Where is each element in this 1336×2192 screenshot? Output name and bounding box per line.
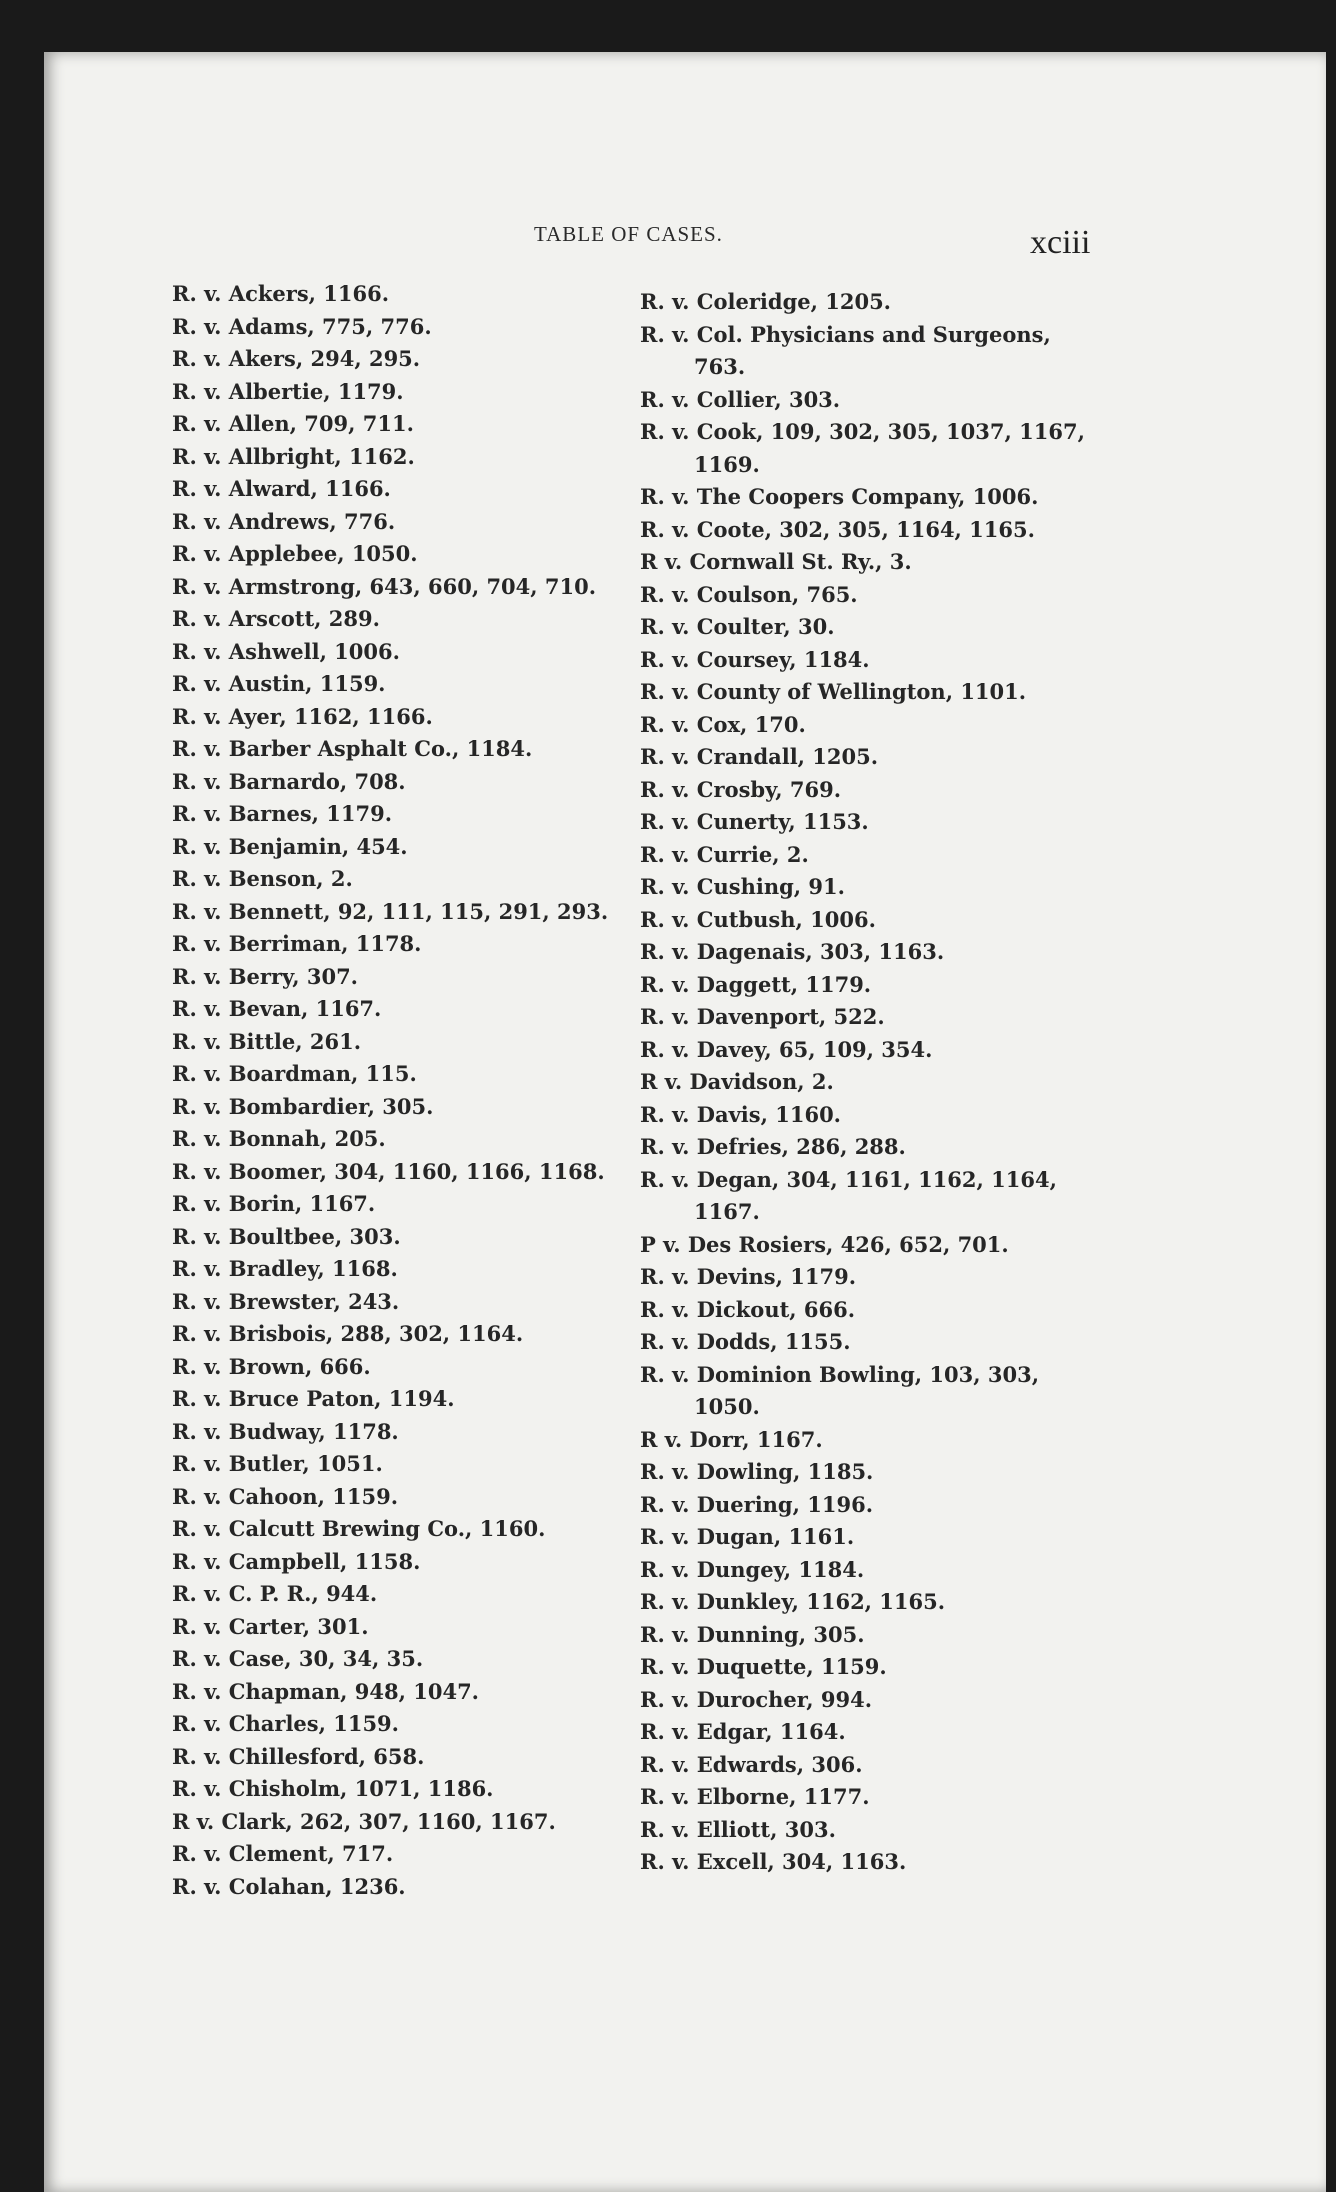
case-entry: R. v. Bombardier, 305. <box>172 1093 434 1119</box>
case-entry <box>640 774 1120 807</box>
case-entry: R. v. Calcutt Brewing Co., 1160. <box>172 1516 546 1541</box>
case-entry <box>640 286 1120 319</box>
case-entry-text: R. v. County of Wellington, 1101. <box>640 679 1027 704</box>
case-entry-text: R. v. Durocher, 994. <box>640 1686 873 1712</box>
case-entry: R. v. Brown, 666. <box>172 1353 371 1379</box>
case-entry-text: R. v. Cox, 170. <box>640 711 806 737</box>
case-entry-text: R. v. Dugan, 1161. <box>640 1524 855 1549</box>
case-entry-continuation: 1050. <box>694 1394 760 1419</box>
case-entry: R. v. Bennett, 92, 111, 115, 291, 293. <box>172 898 609 924</box>
case-entry-text: P v. Des Rosiers, 426, 652, 701. <box>640 1231 1009 1257</box>
case-entry <box>640 1749 1120 1782</box>
case-entry-text: R. v. Dowling, 1185. <box>640 1459 874 1484</box>
case-entry: R. v. Allbright, 1162. <box>172 443 415 469</box>
case-entry <box>640 904 1120 937</box>
case-entry-text: R. v. Coote, 302, 305, 1164, 1165. <box>640 516 1035 542</box>
right-case-column <box>640 286 1120 1879</box>
case-entry-text: R. v. Edwards, 306. <box>640 1751 863 1777</box>
case-entry <box>640 1099 1120 1132</box>
case-entry <box>640 1814 1120 1847</box>
case-entry: R. v. Albertie, 1179. <box>172 378 404 404</box>
case-entry: R. v. Applebee, 1050. <box>172 541 418 566</box>
case-entry <box>640 1261 1120 1294</box>
case-entry <box>640 1294 1120 1327</box>
case-entry: R. v. Clement, 717. <box>172 1841 394 1866</box>
case-entry: R. v. Boultbee, 303. <box>172 1223 401 1249</box>
case-entry: R. v. Ayer, 1162, 1166. <box>172 703 433 729</box>
case-entry-text: R. v. Crandall, 1205. <box>640 744 879 769</box>
case-entry <box>640 676 1120 709</box>
case-entry <box>640 806 1120 839</box>
case-entry: R. v. Barnardo, 708. <box>172 768 406 794</box>
case-entry-text: R. v. Davenport, 522. <box>640 1004 885 1029</box>
case-entry-text: R. v. Elborne, 1177. <box>640 1784 870 1809</box>
case-entry-text: R. v. Col. Physicians and Surgeons, <box>640 321 1051 347</box>
case-entry <box>640 579 1120 612</box>
case-entry: R. v. Adams, 775, 776. <box>172 313 432 339</box>
case-entry: R. v. Butler, 1051. <box>172 1451 383 1476</box>
case-entry <box>640 416 1120 481</box>
case-entry <box>640 481 1120 514</box>
case-entry: R. v. Chapman, 948, 1047. <box>172 1678 479 1704</box>
case-entry-continuation: 1169. <box>694 451 760 477</box>
case-entry <box>640 1684 1120 1717</box>
case-entry: R. v. Benson, 2. <box>172 866 353 891</box>
case-entry <box>640 969 1120 1002</box>
case-entry: R. v. Borin, 1167. <box>172 1191 376 1216</box>
case-entry-text: R. v. Daggett, 1179. <box>640 971 872 997</box>
case-entry: R. v. Charles, 1159. <box>172 1711 399 1736</box>
case-entry: R. v. Arscott, 289. <box>172 606 380 631</box>
case-entry-text: R. v. Dungey, 1184. <box>640 1556 865 1582</box>
case-entry-text: R. v. Cunerty, 1153. <box>640 809 869 834</box>
case-entry: R. v. Boardman, 115. <box>172 1061 417 1086</box>
case-entry-continuation: 763. <box>694 354 746 379</box>
case-entry: R. v. Bevan, 1167. <box>172 996 382 1021</box>
case-entry: R. v. Ashwell, 1006. <box>172 638 400 664</box>
case-entry: R. v. Armstrong, 643, 660, 704, 710. <box>172 573 597 599</box>
case-entry-text: R. v. Dunkley, 1162, 1165. <box>640 1589 946 1614</box>
case-entry-text: R. v. Devins, 1179. <box>640 1264 857 1289</box>
case-entry <box>640 1554 1120 1587</box>
case-entry-text: R. v. Excell, 304, 1163. <box>640 1849 907 1874</box>
left-case-column <box>172 278 652 1903</box>
case-entry <box>640 1424 1120 1457</box>
case-entry-text: R. v. Collier, 303. <box>640 386 841 412</box>
case-entry-text: R. v. Davey, 65, 109, 354. <box>640 1036 933 1062</box>
case-entry: R. v. Ackers, 1166. <box>172 281 390 306</box>
case-entry: R. v. Bruce Paton, 1194. <box>172 1386 455 1411</box>
case-entry: R. v. Carter, 301. <box>172 1613 369 1639</box>
case-entry: R. v. Bittle, 261. <box>172 1028 362 1054</box>
case-entry-text: R. v. Crosby, 769. <box>640 776 842 802</box>
case-entry: R. v. Benjamin, 454. <box>172 833 408 859</box>
case-entry <box>640 1586 1120 1619</box>
case-entry: R. v. Alward, 1166. <box>172 476 391 501</box>
case-entry-text: R. v. Elliott, 303. <box>640 1816 836 1842</box>
case-entry-text: R. v. Coulter, 30. <box>640 614 835 639</box>
case-entry: R. v. Bradley, 1168. <box>172 1256 398 1281</box>
case-entry <box>640 1359 1120 1424</box>
case-entry <box>640 839 1120 872</box>
running-head: TABLE OF CASES. <box>534 222 723 246</box>
case-entry <box>640 384 1120 417</box>
case-entry: R. v. Brewster, 243. <box>172 1288 400 1314</box>
case-entry <box>640 1326 1120 1359</box>
case-entry <box>640 1521 1120 1554</box>
case-entry-text: R. v. Degan, 304, 1161, 1162, 1164, <box>640 1166 1057 1192</box>
case-entry <box>640 1716 1120 1749</box>
case-entry <box>640 1034 1120 1067</box>
case-entry-text: R. v. Dickout, 666. <box>640 1296 856 1322</box>
case-entry <box>640 936 1120 969</box>
case-entry-text: R. v. Coursey, 1184. <box>640 646 870 672</box>
case-entry-text: R v. Dorr, 1167. <box>640 1426 823 1452</box>
case-entry <box>640 1229 1120 1262</box>
case-entry <box>640 514 1120 547</box>
case-entry <box>640 1846 1120 1879</box>
case-entry: R. v. Case, 30, 34, 35. <box>172 1646 424 1671</box>
case-entry: R. v. C. P. R., 944. <box>172 1581 378 1606</box>
case-entry-text: R. v. Cook, 109, 302, 305, 1037, 1167, <box>640 419 1085 444</box>
case-entry: R. v. Bonnah, 205. <box>172 1126 386 1151</box>
case-entry <box>640 1781 1120 1814</box>
case-entry <box>640 1066 1120 1099</box>
case-entry: R. v. Allen, 709, 711. <box>172 411 414 436</box>
case-entry: R. v. Cahoon, 1159. <box>172 1483 399 1509</box>
case-entry <box>640 741 1120 774</box>
case-entry-text: R. v. Dagenais, 303, 1163. <box>640 939 945 964</box>
case-entry: R. v. Akers, 294, 295. <box>172 346 421 371</box>
case-entry-text: R. v. Duering, 1196. <box>640 1491 873 1517</box>
case-entry: R. v. Barber Asphalt Co., 1184. <box>172 736 533 761</box>
case-entry: R. v. Chillesford, 658. <box>172 1743 425 1769</box>
case-entry <box>640 546 1120 579</box>
case-entry-text: R. v. Defries, 286, 288. <box>640 1134 906 1159</box>
case-entry <box>640 644 1120 677</box>
case-entry <box>640 871 1120 904</box>
case-entry <box>640 1001 1120 1034</box>
case-entry: R. v. Colahan, 1236. <box>172 1873 406 1899</box>
case-entry <box>640 1489 1120 1522</box>
case-entry-text: R. v. Dunning, 305. <box>640 1621 865 1647</box>
case-entry <box>640 1164 1120 1229</box>
case-entry-text: R. v. Edgar, 1164. <box>640 1719 846 1744</box>
page-number: xciii <box>1030 224 1091 261</box>
case-entry-text: R. v. Cutbush, 1006. <box>640 906 876 932</box>
case-entry-text: R. v. Coleridge, 1205. <box>640 289 891 314</box>
case-entry <box>640 1456 1120 1489</box>
case-entry-text: R. v. Dominion Bowling, 103, 303, <box>640 1361 1039 1387</box>
case-entry: R. v. Andrews, 776. <box>172 508 396 534</box>
case-entry <box>640 319 1120 384</box>
case-entry <box>640 611 1120 644</box>
case-entry: R. v. Chisholm, 1071, 1186. <box>172 1776 494 1801</box>
case-entry: R. v. Austin, 1159. <box>172 671 386 696</box>
case-entry: R. v. Berriman, 1178. <box>172 931 422 956</box>
case-entry-text: R v. Davidson, 2. <box>640 1069 834 1094</box>
case-entry <box>640 1651 1120 1684</box>
case-entry-text: R. v. The Coopers Company, 1006. <box>640 484 1039 509</box>
case-entry-text: R. v. Coulson, 765. <box>640 581 858 607</box>
case-entry-continuation: 1167. <box>694 1199 760 1224</box>
case-entry: R. v. Campbell, 1158. <box>172 1548 421 1574</box>
case-entry-text: R. v. Cushing, 91. <box>640 874 845 899</box>
case-entry-text: R. v. Currie, 2. <box>640 841 809 867</box>
case-entry-text: R. v. Duquette, 1159. <box>640 1654 887 1679</box>
case-entry <box>640 1131 1120 1164</box>
case-entry <box>640 709 1120 742</box>
case-entry-text: R. v. Davis, 1160. <box>640 1101 841 1127</box>
case-entry: R v. Clark, 262, 307, 1160, 1167. <box>172 1808 556 1834</box>
case-entry: R. v. Boomer, 304, 1160, 1166, 1168. <box>172 1158 605 1184</box>
case-entry-text: R. v. Dodds, 1155. <box>640 1329 851 1354</box>
case-entry <box>640 1619 1120 1652</box>
case-entry: R. v. Brisbois, 288, 302, 1164. <box>172 1321 524 1346</box>
case-entry: R. v. Berry, 307. <box>172 963 358 989</box>
case-entry: R. v. Budway, 1178. <box>172 1418 399 1444</box>
case-entry-text: R v. Cornwall St. Ry., 3. <box>640 549 912 574</box>
case-entry: R. v. Barnes, 1179. <box>172 801 393 826</box>
